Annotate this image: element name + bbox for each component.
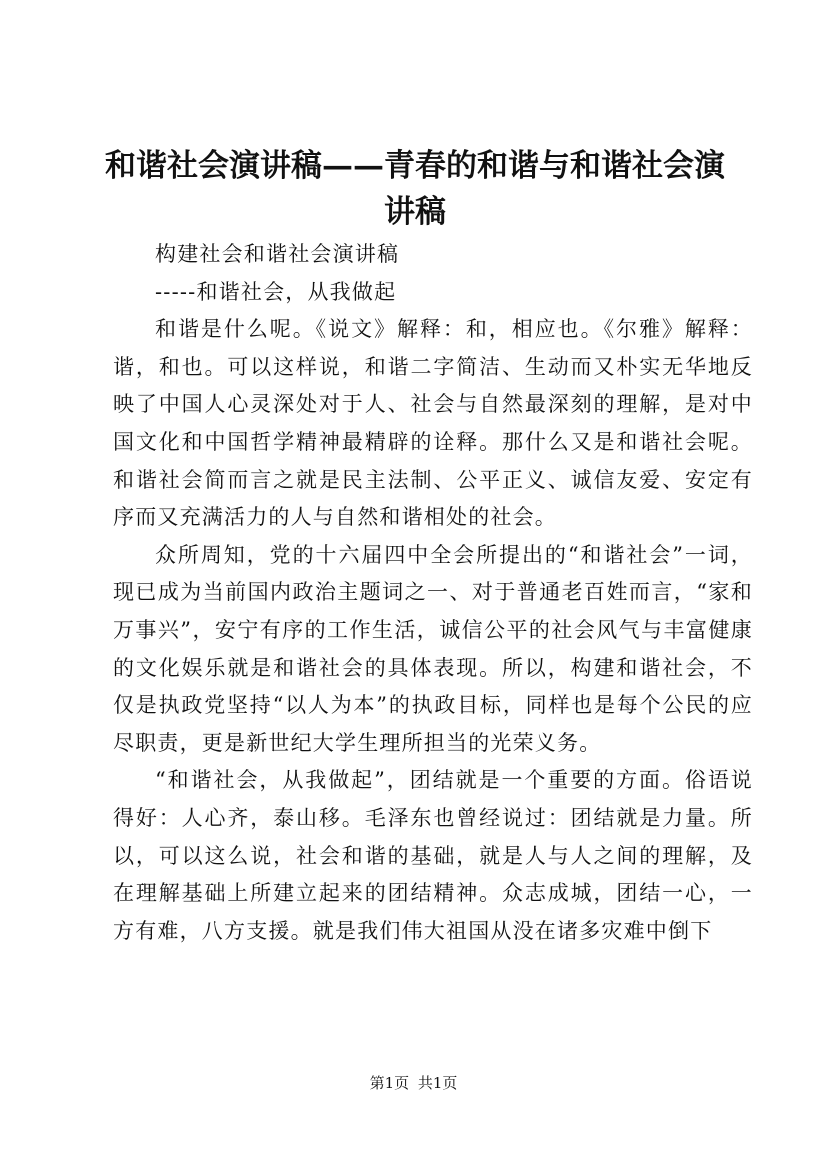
tagline-paragraph: -----和谐社会，从我做起 xyxy=(155,279,397,304)
body-paragraph: “和谐社会，从我做起”，团结就是一个重要的方面。俗语说得好：人心齐，泰山移。毛泽东也曾经说过：团结就是力量。所以，可以这么说，社会和谐的基础，就是人与人之间的理解，及在理解基础上所建立起来的团结精神。众志成城，团结一心，一方有难，八方支援。就是我们伟大祖国从没在诸多灾难中倒下 xyxy=(113,768,753,943)
page-total: 共1页 xyxy=(417,1074,458,1092)
page-footer xyxy=(0,1073,827,1093)
document-title xyxy=(70,143,760,235)
title-line-1: 和谐社会演讲稿——青春的和谐与和谐社会演 xyxy=(105,148,725,184)
title-line-2: 讲稿 xyxy=(384,194,446,230)
document-body xyxy=(113,236,753,950)
page-number: 第1页 xyxy=(369,1074,410,1092)
subtitle-paragraph: 构建社会和谐社会演讲稿 xyxy=(155,242,400,266)
body-paragraph: 和谐是什么呢。《说文》解释：和，相应也。《尔雅》解释：谐，和也。可以这样说，和谐二字简洁、生动而又朴实无华地反映了中国人心灵深处对于人、社会与自然最深刻的理解，是对中国文化和中国哲学精神最精辟的诠释。那什么又是和谐社会呢。和谐社会简而言之就是民主法制、公平正义、诚信友爱、安定有序而又充满活力的人与自然和谐相处的社会。 xyxy=(113,317,753,530)
body-paragraph: 众所周知，党的十六届四中全会所提出的“和谐社会”一词，现已成为当前国内政治主题词之一、对于普通老百姓而言，“家和万事兴”，安宁有序的工作生活，诚信公平的社会风气与丰富健康的文化娱乐就是和谐社会的具体表现。所以，构建和谐社会，不仅是执政党坚持“以人为本”的执政目标，同样也是每个公民的应尽职责，更是新世纪大学生理所担当的光荣义务。 xyxy=(113,542,753,755)
